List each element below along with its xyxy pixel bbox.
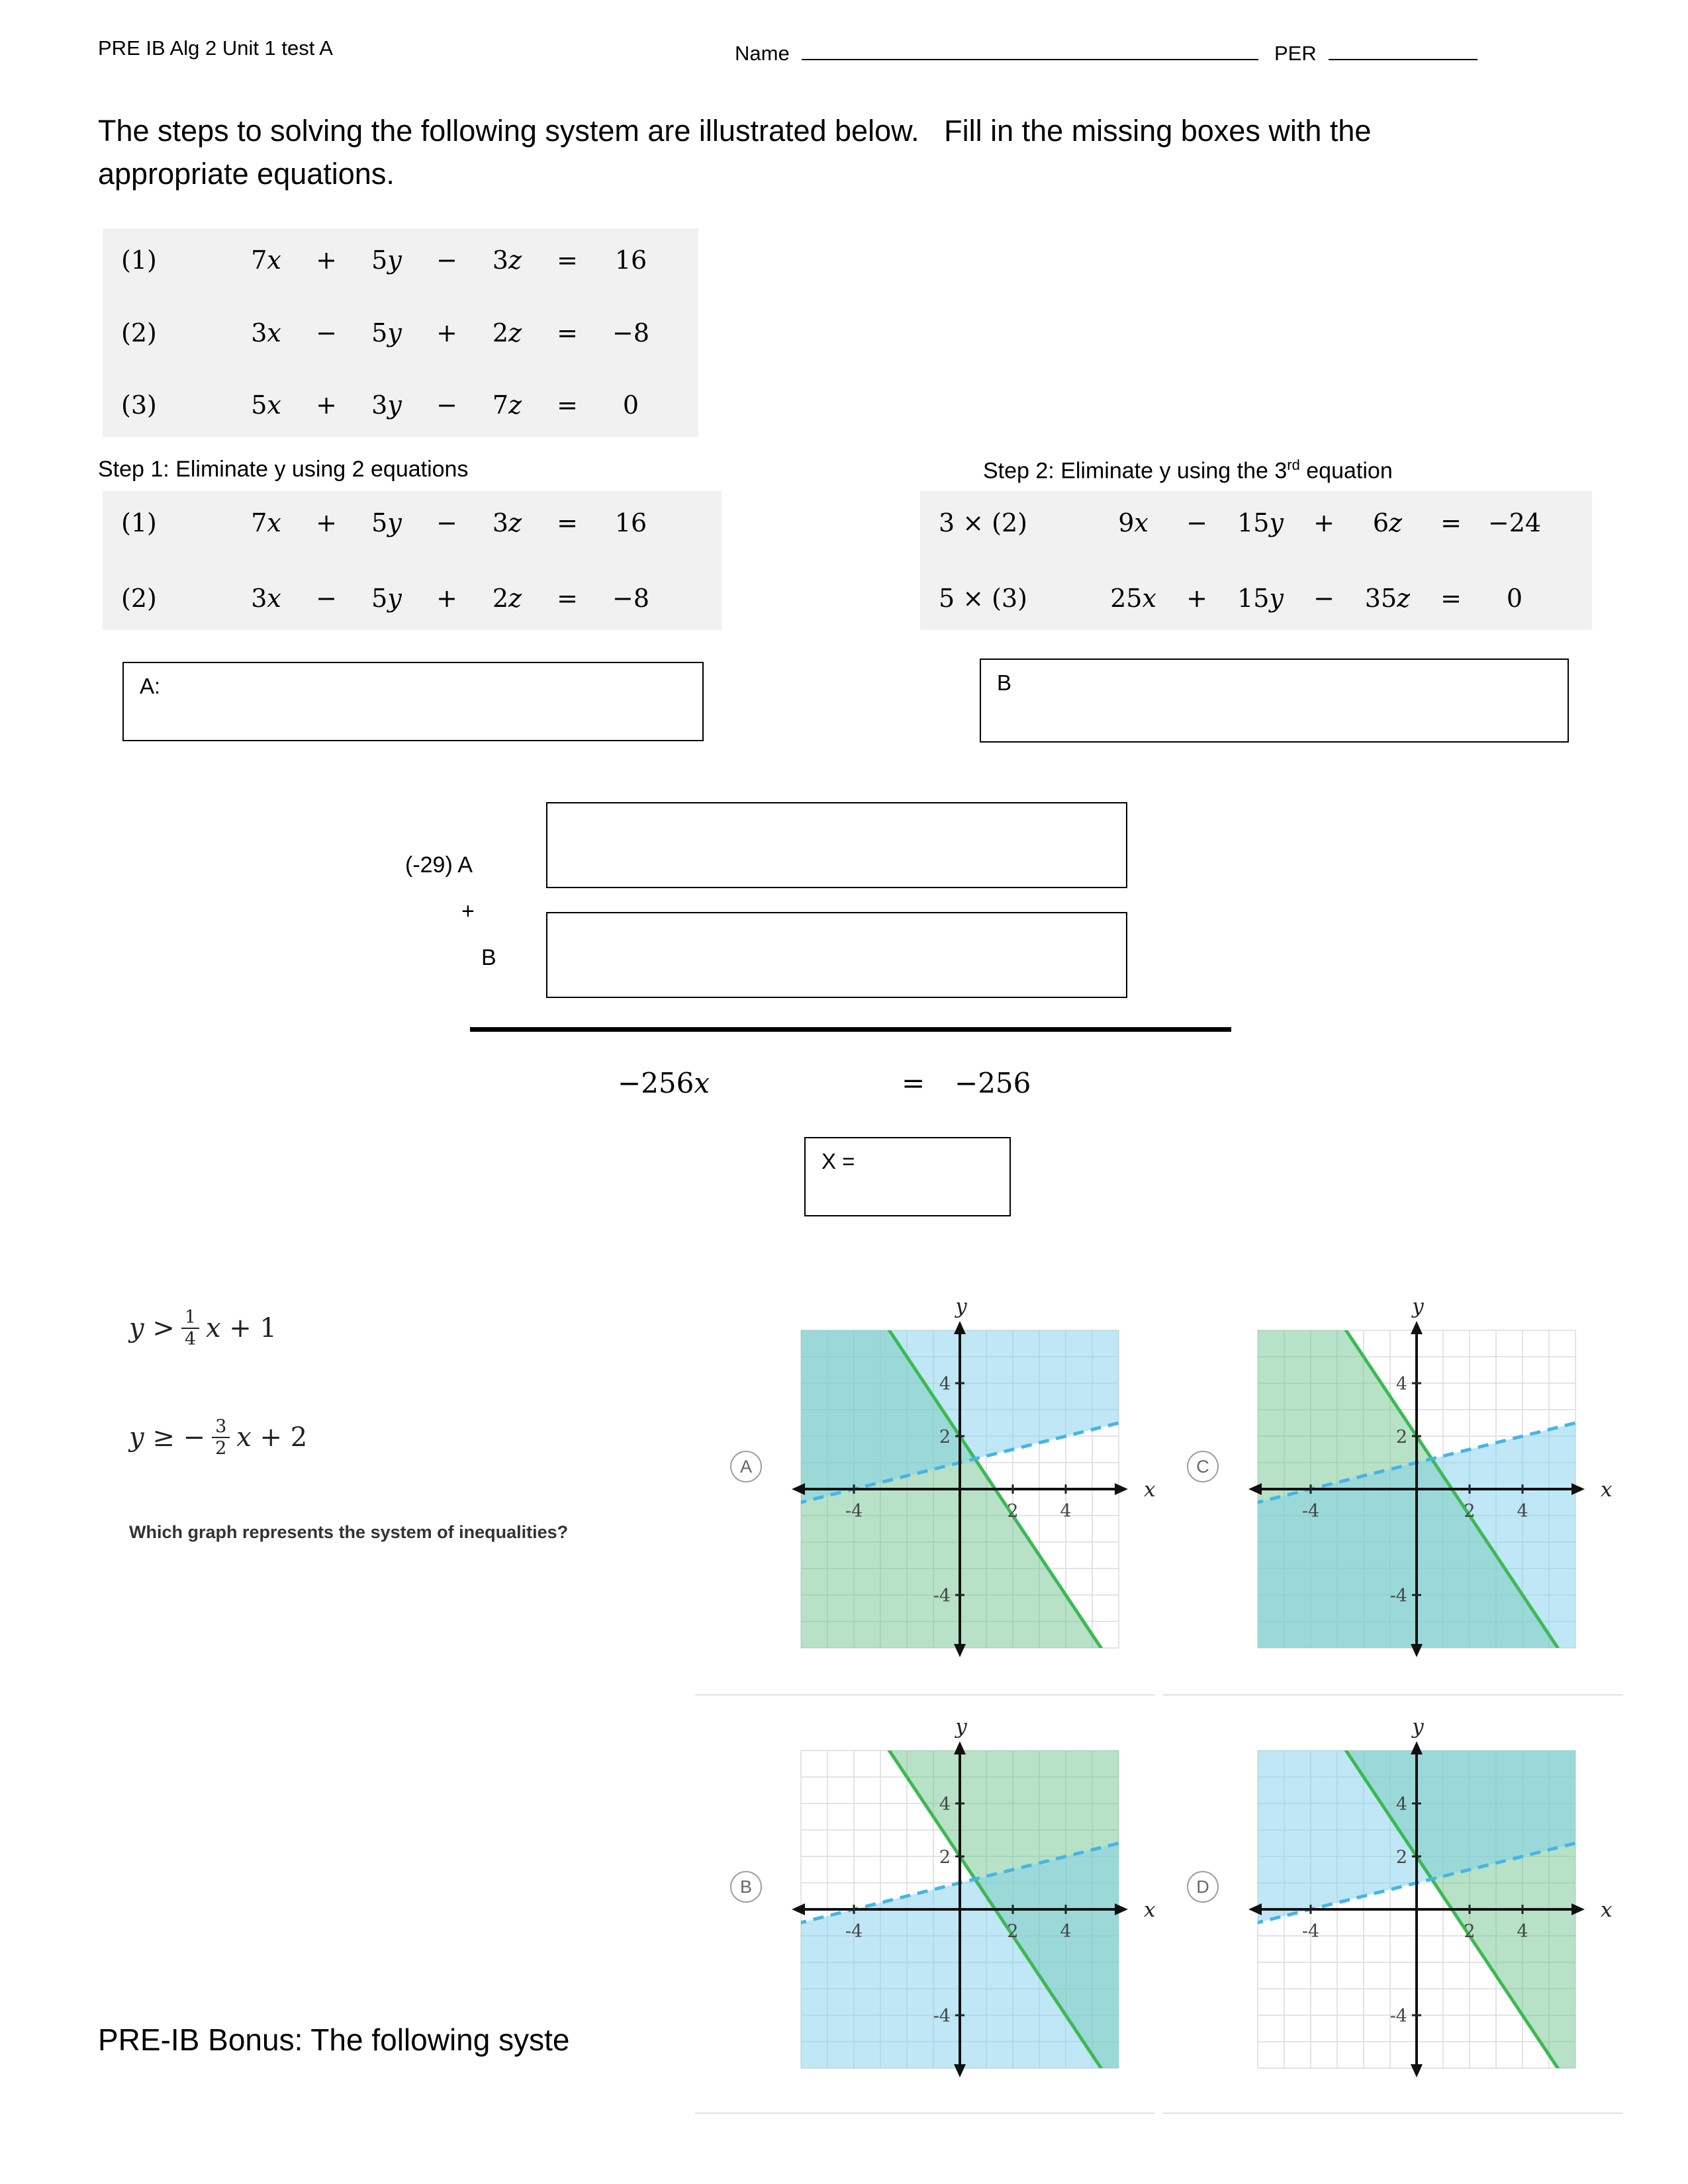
- equation-label: (3): [121, 390, 157, 420]
- result-lhs: −256x: [618, 1067, 710, 1099]
- divider: [1163, 1694, 1623, 1696]
- inequality-2: y ≥ − $\frac{3}{2}$ x + 2: [129, 1416, 308, 1459]
- name-row: [735, 36, 1258, 66]
- y-tick-label: 2: [939, 1427, 951, 1447]
- x-tick-label: 2: [1464, 1921, 1476, 1942]
- y-axis-label: y: [955, 1297, 967, 1318]
- divider: [695, 1694, 1155, 1696]
- equation-label: 5 × (3): [939, 584, 1028, 613]
- y-tick-label: 4: [939, 1794, 951, 1815]
- result-rhs: −256: [955, 1067, 1031, 1099]
- x-tick-label: -4: [1301, 1501, 1320, 1522]
- x-tick-label: -4: [845, 1921, 863, 1942]
- equation-label: (2): [121, 584, 157, 613]
- intro-text: The steps to solving the following system are illustrated below. Fill in the missing boxes with the appropriate equations.: [98, 114, 1380, 191]
- b-label: B: [481, 945, 496, 970]
- equation-label: (2): [121, 318, 157, 347]
- equation-row-3: (3) 5x + 3y − 7z = 0: [121, 390, 639, 420]
- inequality-graph: [1244, 1297, 1615, 1681]
- inequality-graph: [788, 1717, 1158, 2101]
- graph-option-c: [1244, 1297, 1615, 1681]
- answer-box-b-label: B: [997, 670, 1012, 695]
- y-tick-label: 4: [1395, 1794, 1407, 1815]
- x-tick-label: 4: [1060, 1501, 1072, 1522]
- divider: [695, 2113, 1155, 2114]
- answer-box-b[interactable]: [980, 659, 1569, 743]
- equation-label: (1): [121, 508, 157, 537]
- mult-a-answer-box[interactable]: [546, 802, 1127, 888]
- x-axis-label: x: [1144, 1898, 1156, 1922]
- inequality-graph: [1244, 1717, 1615, 2101]
- x-tick-label: 2: [1007, 1501, 1019, 1522]
- y-tick-label: -4: [1389, 1586, 1407, 1606]
- bonus-text: PRE-IB Bonus: The following syste: [98, 2023, 570, 2057]
- graph-option-d: [1244, 1717, 1615, 2101]
- step1-row-2: (2) 3x − 5y + 2z = −8: [121, 584, 650, 613]
- course-title: PRE IB Alg 2 Unit 1 test A: [98, 36, 333, 60]
- y-axis-label: y: [1412, 1297, 1424, 1318]
- y-tick-label: 2: [939, 1847, 951, 1868]
- x-tick-label: -4: [1301, 1921, 1320, 1942]
- graph-option-b: [788, 1717, 1158, 2101]
- fraction: $\frac{1}{4}$: [181, 1307, 199, 1349]
- x-answer-box[interactable]: [804, 1137, 1011, 1216]
- equation-row-1: (1) 7x + 5y − 3z = 16: [121, 246, 647, 275]
- name-label: Name: [735, 42, 790, 65]
- x-tick-label: -4: [845, 1501, 863, 1522]
- equation-label: (1): [121, 246, 157, 275]
- y-tick-label: 2: [1395, 1847, 1407, 1868]
- equation-row-2: (2) 3x − 5y + 2z = −8: [121, 318, 650, 347]
- x-equals-label: X =: [821, 1149, 855, 1173]
- plus-sign: +: [461, 899, 475, 924]
- system-equations-box: [103, 228, 698, 437]
- x-tick-label: 2: [1464, 1501, 1476, 1522]
- step1-equations-box: [103, 491, 722, 630]
- inequality-1: y > $\frac{1}{4}$ x + 1: [129, 1307, 277, 1350]
- result-equals: =: [902, 1067, 925, 1099]
- answer-box-a[interactable]: [122, 662, 704, 741]
- option-a-button[interactable]: A: [730, 1451, 762, 1482]
- y-tick-label: -4: [933, 2006, 951, 2026]
- per-input-line[interactable]: [1329, 36, 1477, 60]
- step1-row-1: (1) 7x + 5y − 3z = 16: [121, 508, 647, 537]
- step2-row-1: 3 × (2) 9x − 15y + 6z = −24: [939, 508, 1542, 537]
- x-tick-label: 4: [1060, 1921, 1072, 1942]
- y-axis-label: y: [955, 1717, 967, 1739]
- option-b-button[interactable]: B: [730, 1871, 762, 1903]
- x-axis-label: x: [1144, 1478, 1156, 1502]
- option-d-button[interactable]: D: [1187, 1871, 1219, 1903]
- divider: [1163, 2113, 1623, 2114]
- x-tick-label: 4: [1517, 1501, 1528, 1522]
- inequality-graph: [788, 1297, 1158, 1681]
- y-axis-label: y: [1412, 1717, 1424, 1739]
- per-label: PER: [1274, 42, 1317, 65]
- step2-title: Step 2: Eliminate y using the 3rd equation: [983, 457, 1393, 484]
- x-axis-label: x: [1601, 1898, 1613, 1922]
- y-tick-label: -4: [1389, 2006, 1407, 2026]
- mult-a-label: (-29) A: [405, 852, 473, 878]
- name-input-line[interactable]: [802, 36, 1258, 60]
- y-tick-label: 4: [1395, 1374, 1407, 1394]
- y-tick-label: 4: [939, 1374, 951, 1394]
- b-answer-box[interactable]: [546, 912, 1127, 998]
- x-axis-label: x: [1601, 1478, 1613, 1502]
- step1-title: Step 1: Eliminate y using 2 equations: [98, 457, 469, 482]
- y-tick-label: -4: [933, 1586, 951, 1606]
- graph-question: Which graph represents the system of inequalities?: [129, 1522, 569, 1542]
- step2-row-2: 5 × (3) 25x + 15y − 35z = 0: [939, 584, 1523, 613]
- fraction: $\frac{3}{2}$: [212, 1416, 230, 1459]
- answer-box-a-label: A:: [140, 674, 161, 698]
- x-tick-label: 2: [1007, 1921, 1019, 1942]
- step2-equations-box: [920, 491, 1592, 630]
- x-tick-label: 4: [1517, 1921, 1528, 1942]
- equation-label: 3 × (2): [939, 508, 1028, 537]
- option-c-button[interactable]: C: [1187, 1451, 1219, 1482]
- step2-title-sup: rd: [1287, 457, 1300, 473]
- y-tick-label: 2: [1395, 1427, 1407, 1447]
- sum-line: [470, 1027, 1231, 1032]
- per-row: [1274, 36, 1477, 66]
- graph-option-a: [788, 1297, 1158, 1681]
